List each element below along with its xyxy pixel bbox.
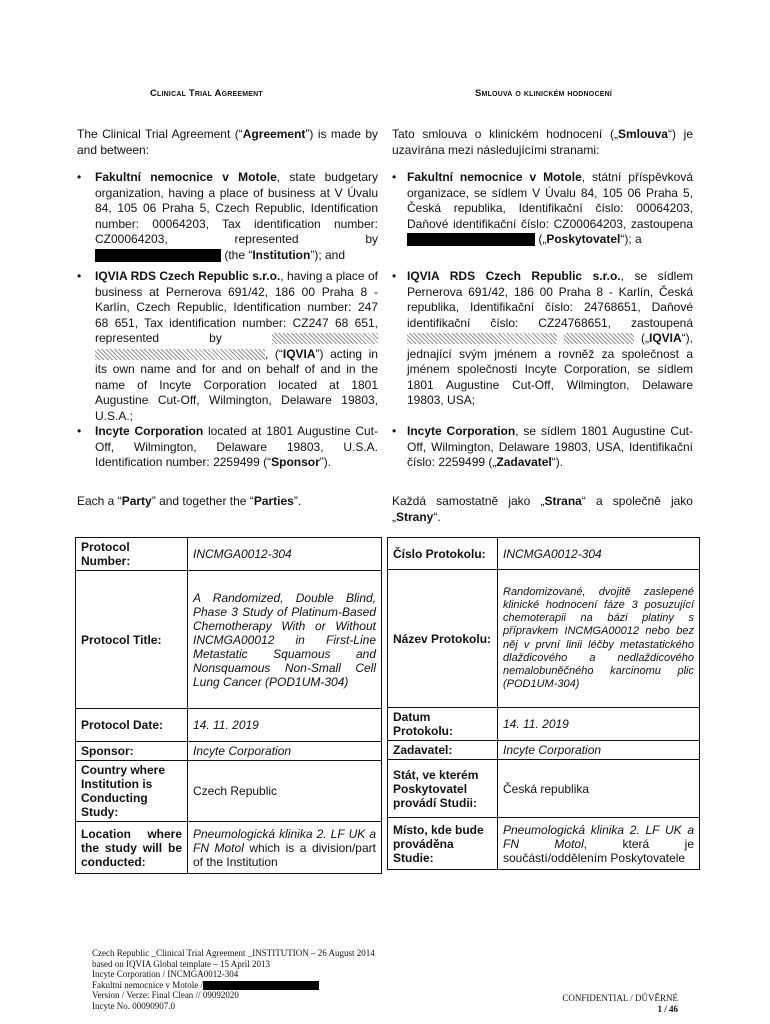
table-row <box>76 571 382 709</box>
party-cs-iqvia: IQVIA RDS Czech Republic s.r.o., se sídlem Pernerova 691/42, 186 00 Praha 8 - Karlín, Česká republika, Identifikační číslo: 24768651, Daňové identifikační číslo: CZ24768651, zastoupená („IQVIA“), jednající svým jménem a rovněž za společnost a jménem společnosti Incyte Corporation, se sídlem 1801 Augustine Cut-Off, Wilmington, Delaware 19803, USA; <box>407 269 693 407</box>
table-value: Czech Republic <box>188 761 382 822</box>
table-label: Protocol Title: <box>76 571 188 709</box>
table-value: 14. 11. 2019 <box>498 708 700 741</box>
redaction-scribble <box>407 333 557 344</box>
intro-cs: Tato smlouva o klinickém hodnocení („Smlouva“) je uzavírána mezi následujícími stranami: <box>392 127 694 157</box>
bullet-icon: • <box>77 170 82 184</box>
bullet-icon: • <box>392 170 397 184</box>
bullet-icon: • <box>392 424 397 438</box>
table-label: Sponsor: <box>76 742 188 761</box>
table-value: Pneumologická klinika 2. LF UK a FN Motol which is a division/part of the Institution <box>188 822 382 874</box>
footer-confidential: CONFIDENTIAL / DŮVĚRNÉ <box>562 993 678 1003</box>
intro-en: The Clinical Trial Agreement (“Agreement”) is made by and between: <box>77 127 378 157</box>
page-number: 1 / 46 <box>657 1004 678 1014</box>
protocol-table-cs <box>387 537 700 870</box>
table-value: INCMGA0012-304 <box>188 538 382 571</box>
redaction-scribble <box>564 333 634 344</box>
redaction-scribble <box>272 333 378 344</box>
table-label: Location where the study will be conducted: <box>76 822 188 874</box>
table-label: Název Protokolu: <box>388 570 498 708</box>
table-value: Pneumologická klinika 2. LF UK a FN Motol, která je součástí/oddělením Poskytovatele <box>498 818 700 870</box>
heading-cs: Smlouva o klinickém hodnocení <box>475 88 612 99</box>
table-row <box>388 708 700 741</box>
table-label: Datum Protokolu: <box>388 708 498 741</box>
each-party-cs: Každá samostatně jako „Strana“ a společně jako „Strany“. <box>392 494 693 524</box>
table-row <box>76 742 382 761</box>
table-row <box>76 761 382 822</box>
table-row <box>388 818 700 870</box>
footer-line: Fakultní nemocnice v Motole / <box>92 980 492 991</box>
redaction-block <box>203 981 319 990</box>
each-party-en: Each a “Party” and together the “Parties”. <box>77 494 302 508</box>
table-label: Číslo Protokolu: <box>388 538 498 570</box>
redaction-scribble <box>95 349 265 360</box>
table-value: Incyte Corporation <box>498 741 700 760</box>
footer-line: Incyte Corporation / INCMGA0012-304 <box>92 969 239 979</box>
table-value: INCMGA0012-304 <box>498 538 700 570</box>
party-cs-sponsor: Incyte Corporation, se sídlem 1801 Augustine Cut-Off, Wilmington, Delaware 19803, USA, Identifikační číslo: 2259499 („Zadavatel“). <box>407 424 693 469</box>
table-row <box>388 538 700 570</box>
table-value: Randomizované, dvojitě zaslepené klinické hodnocení fáze 3 posuzující chemoterapii na bázi platiny s přípravkem INCMGA00012 nebo bez něj v první linii léčby metastatického dlaždicového a nedlaždicového nemalobuněčného karcinomu plic (POD1UM-304) <box>498 570 700 708</box>
table-row <box>76 822 382 874</box>
table-value: Česká republika <box>498 760 700 818</box>
table-label: Protocol Number: <box>76 538 188 571</box>
party-cs-institution: Fakultní nemocnice v Motole, státní příspěvková organizace, se sídlem V Úvalu 84, 105 06 Praha 5, Česká republika, Identifikační číslo: 00064203, Daňové identifikační číslo: CZ00064203, zastoupena („Poskytovatel“); a <box>407 170 693 246</box>
party-en-institution: Fakultní nemocnice v Motole, state budgetary organization, having a place of business at V Úvalu 84, 105 06 Praha 5, Czech Republic, Identification number: 00064203, Tax identification number: CZ00064203, represented by (the “Institution”); and <box>95 170 379 262</box>
table-label: Místo, kde bude prováděna Studie: <box>388 818 498 870</box>
redaction-block <box>407 233 535 246</box>
footer-line: Czech Republic _Clinical Trial Agreement _INSTITUTION – 26 August 2014 <box>92 948 375 958</box>
table-label: Zadavatel: <box>388 741 498 760</box>
table-row <box>388 570 700 708</box>
bullet-icon: • <box>77 424 82 438</box>
table-value: A Randomized, Double Blind, Phase 3 Study of Platinum-Based Chemotherapy With or Without INCMGA00012 in First-Line Metastatic Squamous and Nonsquamous Non-Small Cell Lung Cancer (POD1UM-304) <box>188 571 382 709</box>
heading-en: Clinical Trial Agreement <box>150 88 263 99</box>
party-en-iqvia: IQVIA RDS Czech Republic s.r.o., having a place of business at Pernerova 691/42, 186 00 Praha 8 - Karlín, Czech Republic, Identification number: 247 68 651, Tax identification number: CZ247 68 651, represented by , (“IQVIA”) acting in its own name and for and on behalf of and in the name of Incyte Corporation located at 1801 Augustine Cut-Off, Wilmington, Delaware 19803, U.S.A.; <box>95 269 378 423</box>
bullet-icon: • <box>77 269 82 283</box>
table-label: Country where Institution is Conducting Study: <box>76 761 188 822</box>
table-row <box>76 709 382 742</box>
footer-line: based on IQVIA Global template – 15 April 2013 <box>92 958 270 969</box>
table-label: Protocol Date: <box>76 709 188 742</box>
footer-line: Incyte No. 00090907.0 <box>92 1000 175 1011</box>
table-value: 14. 11. 2019 <box>188 709 382 742</box>
footer-line: Version / Verze: Final Clean // 09092020 <box>92 990 239 1000</box>
table-row <box>388 760 700 818</box>
bullet-icon: • <box>392 269 397 283</box>
table-row <box>388 741 700 760</box>
protocol-table-en <box>75 537 382 874</box>
table-row <box>76 538 382 571</box>
table-value: Incyte Corporation <box>188 742 382 761</box>
footer-meta <box>92 948 492 1011</box>
party-en-sponsor: Incyte Corporation located at 1801 Augustine Cut-Off, Wilmington, Delaware 19803, U.S.A. Identification number: 2259499 (“Sponsor”). <box>95 424 378 469</box>
table-label: Stát, ve kterém Poskytovatel provádí Studii: <box>388 760 498 818</box>
redaction-block <box>95 249 221 262</box>
